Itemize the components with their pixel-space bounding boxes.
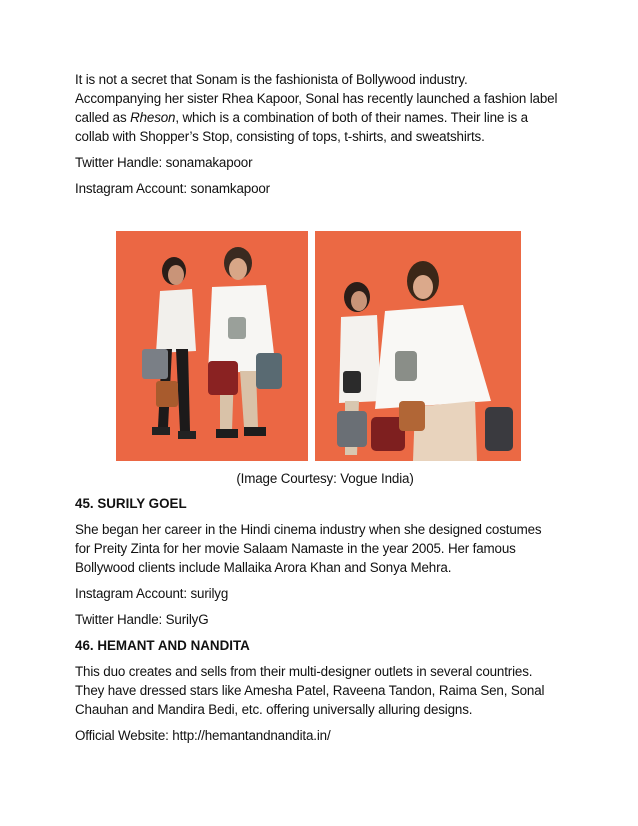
image-caption: (Image Courtesy: Vogue India)	[236, 471, 414, 486]
photo-pair	[75, 231, 575, 461]
brand-name-rheson: Rheson	[130, 110, 176, 125]
intro-line	[75, 108, 575, 127]
sonam-twitter-handle: Twitter Handle: sonamakapoor	[75, 155, 253, 170]
hemant-line: Chauhan and Mandira Bedi, etc. offering universally alluring designs.	[75, 702, 473, 717]
hemant-line: This duo creates and sells from their multi-designer outlets in several countries.	[75, 664, 533, 679]
hemant-paragraph	[75, 662, 575, 719]
photo-sisters-right	[315, 231, 521, 461]
page-content	[75, 70, 575, 745]
surily-paragraph	[75, 520, 575, 577]
section-heading-hemant-and-nandita: 46. HEMANT AND NANDITA	[75, 638, 250, 653]
surily-line: for Preity Zinta for her movie Salaam Namaste in the year 2005. Her famous	[75, 541, 516, 556]
intro-line: It is not a secret that Sonam is the fashionista of Bollywood industry.	[75, 72, 468, 87]
photo-sisters-left	[116, 231, 308, 461]
sonam-instagram-account: Instagram Account: sonamkapoor	[75, 181, 270, 196]
intro-paragraph	[75, 70, 575, 146]
hemant-line: They have dressed stars like Amesha Patel, Raveena Tandon, Raima Sen, Sonal	[75, 683, 545, 698]
hemant-official-website: Official Website: http://hemantandnandita.in/	[75, 728, 331, 743]
surily-line: She began her career in the Hindi cinema industry when she designed costumes	[75, 522, 542, 537]
section-heading-surily-goel: 45. SURILY GOEL	[75, 496, 187, 511]
surily-twitter-handle: Twitter Handle: SurilyG	[75, 612, 209, 627]
intro-text: , which is a combination of both of their names. Their line is a	[175, 110, 528, 125]
intro-text: called as	[75, 110, 131, 125]
intro-line: Accompanying her sister Rhea Kapoor, Sonal has recently launched a fashion label	[75, 91, 558, 106]
surily-line: Bollywood clients include Mallaika Arora Khan and Sonya Mehra.	[75, 560, 452, 575]
surily-instagram-account: Instagram Account: surilyg	[75, 586, 229, 601]
intro-line: collab with Shopper’s Stop, consisting of tops, t-shirts, and sweatshirts.	[75, 129, 485, 144]
